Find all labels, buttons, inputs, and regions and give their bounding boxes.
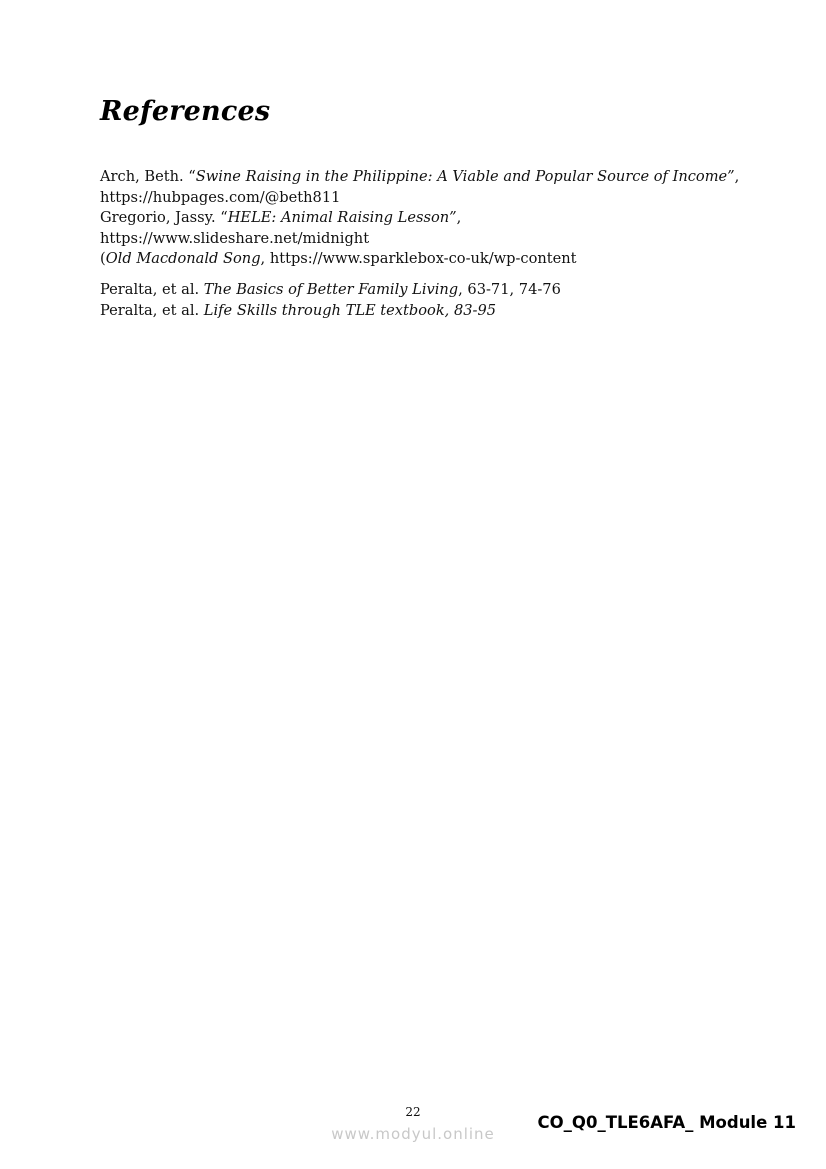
reference-title: The Basics of Better Family Living xyxy=(203,280,459,298)
reference-author: Peralta, et al. xyxy=(100,301,204,319)
reference-arch xyxy=(100,167,780,188)
page-number: 22 xyxy=(405,1105,421,1119)
reference-peralta-1 xyxy=(100,280,780,301)
reference-punct: , xyxy=(734,168,740,185)
reference-punct: , xyxy=(456,209,462,227)
reference-list xyxy=(100,167,780,321)
reference-punct: ( xyxy=(100,250,106,268)
reference-title: HELE: Animal Raising Lesson” xyxy=(227,209,457,227)
reference-author: Arch, Beth. “ xyxy=(100,168,196,185)
reference-song xyxy=(100,249,780,270)
reference-url: https://www.slideshare.net/midnight xyxy=(100,229,370,247)
watermark-text: www.modyul.online xyxy=(331,1125,495,1143)
reference-author: Gregorio, Jassy. “ xyxy=(100,209,228,227)
reference-pages: , 63-71, 74-76 xyxy=(458,280,561,298)
reference-gregorio xyxy=(100,208,780,229)
reference-author: Peralta, et al. xyxy=(100,280,204,298)
page-title: References xyxy=(100,96,271,127)
reference-url: , https://www.sparklebox-co-uk/wp-content xyxy=(260,250,577,268)
reference-title: Old Macdonald Song xyxy=(105,250,261,268)
reference-title: Swine Raising in the Philippine: A Viable and Popular Source of Income” xyxy=(195,168,735,185)
reference-url: https://hubpages.com/@beth811 xyxy=(100,188,341,206)
reference-peralta-2 xyxy=(100,301,780,322)
reference-spacer xyxy=(100,270,780,280)
module-code: CO_Q0_TLE6AFA_ Module 11 xyxy=(537,1113,796,1132)
reference-title: Life Skills through TLE textbook, 83-95 xyxy=(203,301,497,319)
